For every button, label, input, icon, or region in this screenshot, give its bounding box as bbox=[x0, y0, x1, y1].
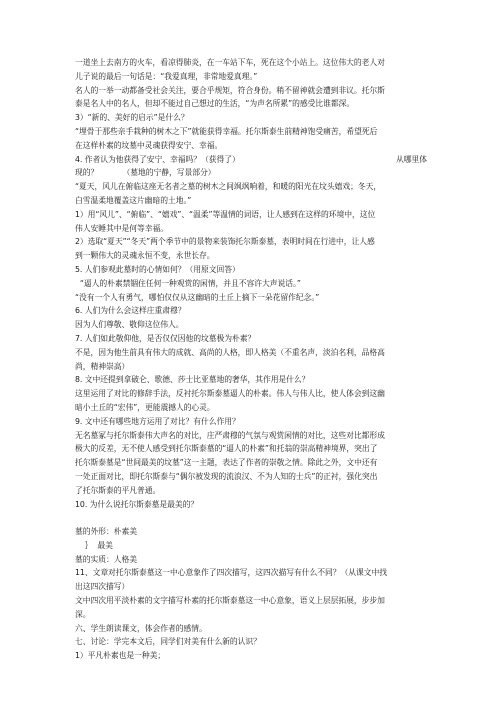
text-line: 6. 人们为什么会这样庄重肃穆？ bbox=[75, 306, 186, 316]
text-line: 这里运用了对比的修辞手法，反衬托尔斯泰墓逼人的朴素。伟人与伟人比，使人体会到这幽 bbox=[75, 389, 385, 399]
text-line: 8. 文中还提到拿破仑、歌德、莎士比亚墓地的奢华，其作用是什么？ bbox=[75, 375, 310, 385]
text-line: 托尔斯泰墓是“世间最美的坟墓”这一主题，表达了作者的崇敬之情。除此之外，文中还有 bbox=[75, 458, 378, 468]
text-line: 3）“新的、美好的启示”是什么？ bbox=[75, 113, 189, 123]
question-4-line bbox=[75, 153, 427, 167]
blank-line bbox=[75, 511, 427, 525]
text-line: 在这样朴素的坟墓中灵魂获得安宁、幸福。 bbox=[75, 140, 223, 150]
text-line: 9. 文中还有哪些地方运用了对比？有什么作用？ bbox=[75, 416, 240, 426]
text-line: 了托尔斯泰的平凡普通。 bbox=[75, 485, 161, 495]
text-line: 一道坐上去南方的火车，看凉得肺炎，在一车站下车，死在这个小站上。这位伟大的老人对 bbox=[75, 58, 385, 67]
text-line: 因为人们尊敬、敬仰这位伟人。 bbox=[75, 320, 184, 330]
text-line: “埋骨于那些亲手栽种的树木之下”就能获得幸福。托尔斯泰生前精神饱受痛苦，希望死后 bbox=[75, 126, 378, 136]
text-line: 泰是名人中的名人，但却不能过自己想过的生活，“为声名所累”的感受比谁都深。 bbox=[75, 99, 355, 109]
text-line: 墓的实质：人格美 bbox=[75, 554, 137, 564]
text-line: 7. 人们如此敬仰他，是否仅仅因他的坟墓极为朴素？ bbox=[75, 333, 256, 343]
text-line: 10. 为什么说托尔斯泰墓是最美的？ bbox=[75, 499, 199, 509]
text-line: 4. 作者认为他获得了安宁、幸福吗？（获得了） bbox=[75, 154, 240, 164]
text-line: 深。 bbox=[75, 609, 91, 619]
text-line: 伟人安睡其中是何等幸福。 bbox=[75, 223, 168, 233]
text-line: 暗小土丘的“宏伟”，更能震撼人的心灵。 bbox=[75, 402, 215, 412]
text-line: 极大的反差，无不使人感受到托尔斯泰墓的“逼人的朴素”和托翁的崇高精神境界，突出了 bbox=[75, 444, 378, 454]
text-line: 尚，精神崇高） bbox=[75, 361, 130, 371]
text-line: 1）用“风儿”、“俯临”、“嬉戏”、“温柔”等温情的词语，让人感到在这样的环境中，这位 bbox=[75, 209, 376, 219]
text-line: 无名墓冢与托尔斯泰伟大声名的对比，庄严肃穆的气氛与观赏闲情的对比，这些对比都形成 bbox=[75, 430, 385, 440]
document-body bbox=[75, 56, 427, 663]
text-line: “夏天，风儿在俯临这座无名者之墓的树木之间飒飒响着，和暖的阳光在坟头嬉戏；冬天， bbox=[75, 182, 382, 192]
text-line: 白雪温柔地覆盖这片幽暗的土地。” bbox=[75, 195, 192, 205]
text-line: 现的？ （墓地的宁静，写景部分） bbox=[75, 168, 216, 178]
text-line: 不是，因为他生前具有伟大的成就、高尚的人格，即人格美（不重名声，淡泊名利，品格高 bbox=[75, 347, 385, 357]
text-line: 儿子说的最后一句话是：“我爱真理，非常地爱真理。” bbox=[75, 71, 258, 81]
text-line: “没有一个人有勇气，哪怕仅仅从这幽暗的土丘上摘下一朵花留作纪念。” bbox=[75, 292, 320, 302]
text-line: 5. 人们参观此墓时的心情如何？（用原文回答） bbox=[75, 264, 240, 274]
text-line: 六、学生朗读课文，体会作者的感情。 bbox=[75, 623, 207, 633]
text-line: “逼人的朴素禁锢住任何一种观赏的闲情，并且不容许大声说话。” bbox=[75, 278, 301, 288]
text-line: ｝ 最美 bbox=[75, 540, 113, 550]
text-line: 七、讨论：学完本文后，同学们对美有什么新的认识？ bbox=[75, 637, 261, 647]
right-fragment: 从哪里体 bbox=[396, 154, 427, 164]
text-line: 文中四次用平淡朴素的文字描写朴素的托尔斯泰墓这一中心意象，语义上层层拓展，步步加 bbox=[75, 596, 385, 606]
text-line: 墓的外形：朴素美 bbox=[75, 527, 137, 537]
text-line: 2）选取“夏天”“冬天”两个季节中的景物来装饰托尔斯泰墓，表明时间在行进中，让人感 bbox=[75, 237, 375, 247]
text-line: 到一颗伟大的灵魂永恒不变，永世长存。 bbox=[75, 251, 215, 261]
text-line: 名人的一举一动都备受社会关注，要合乎规矩，符合身份。稍不留神就会遭到非议。托尔斯 bbox=[75, 85, 385, 95]
text-line: 出这四次描写） bbox=[75, 582, 130, 592]
text-line: 1）平凡朴素也是一种美； bbox=[75, 651, 166, 661]
text-line: 11、文章对托尔斯泰墓这一中心意象作了四次描写，这四次描写有什么不同？（从课文中找 bbox=[75, 568, 387, 578]
text-line: 一处正面对比，即托尔斯泰与“偶尔被发现的流浪汉、不为人知的士兵”的正衬，强化突出 bbox=[75, 471, 378, 481]
